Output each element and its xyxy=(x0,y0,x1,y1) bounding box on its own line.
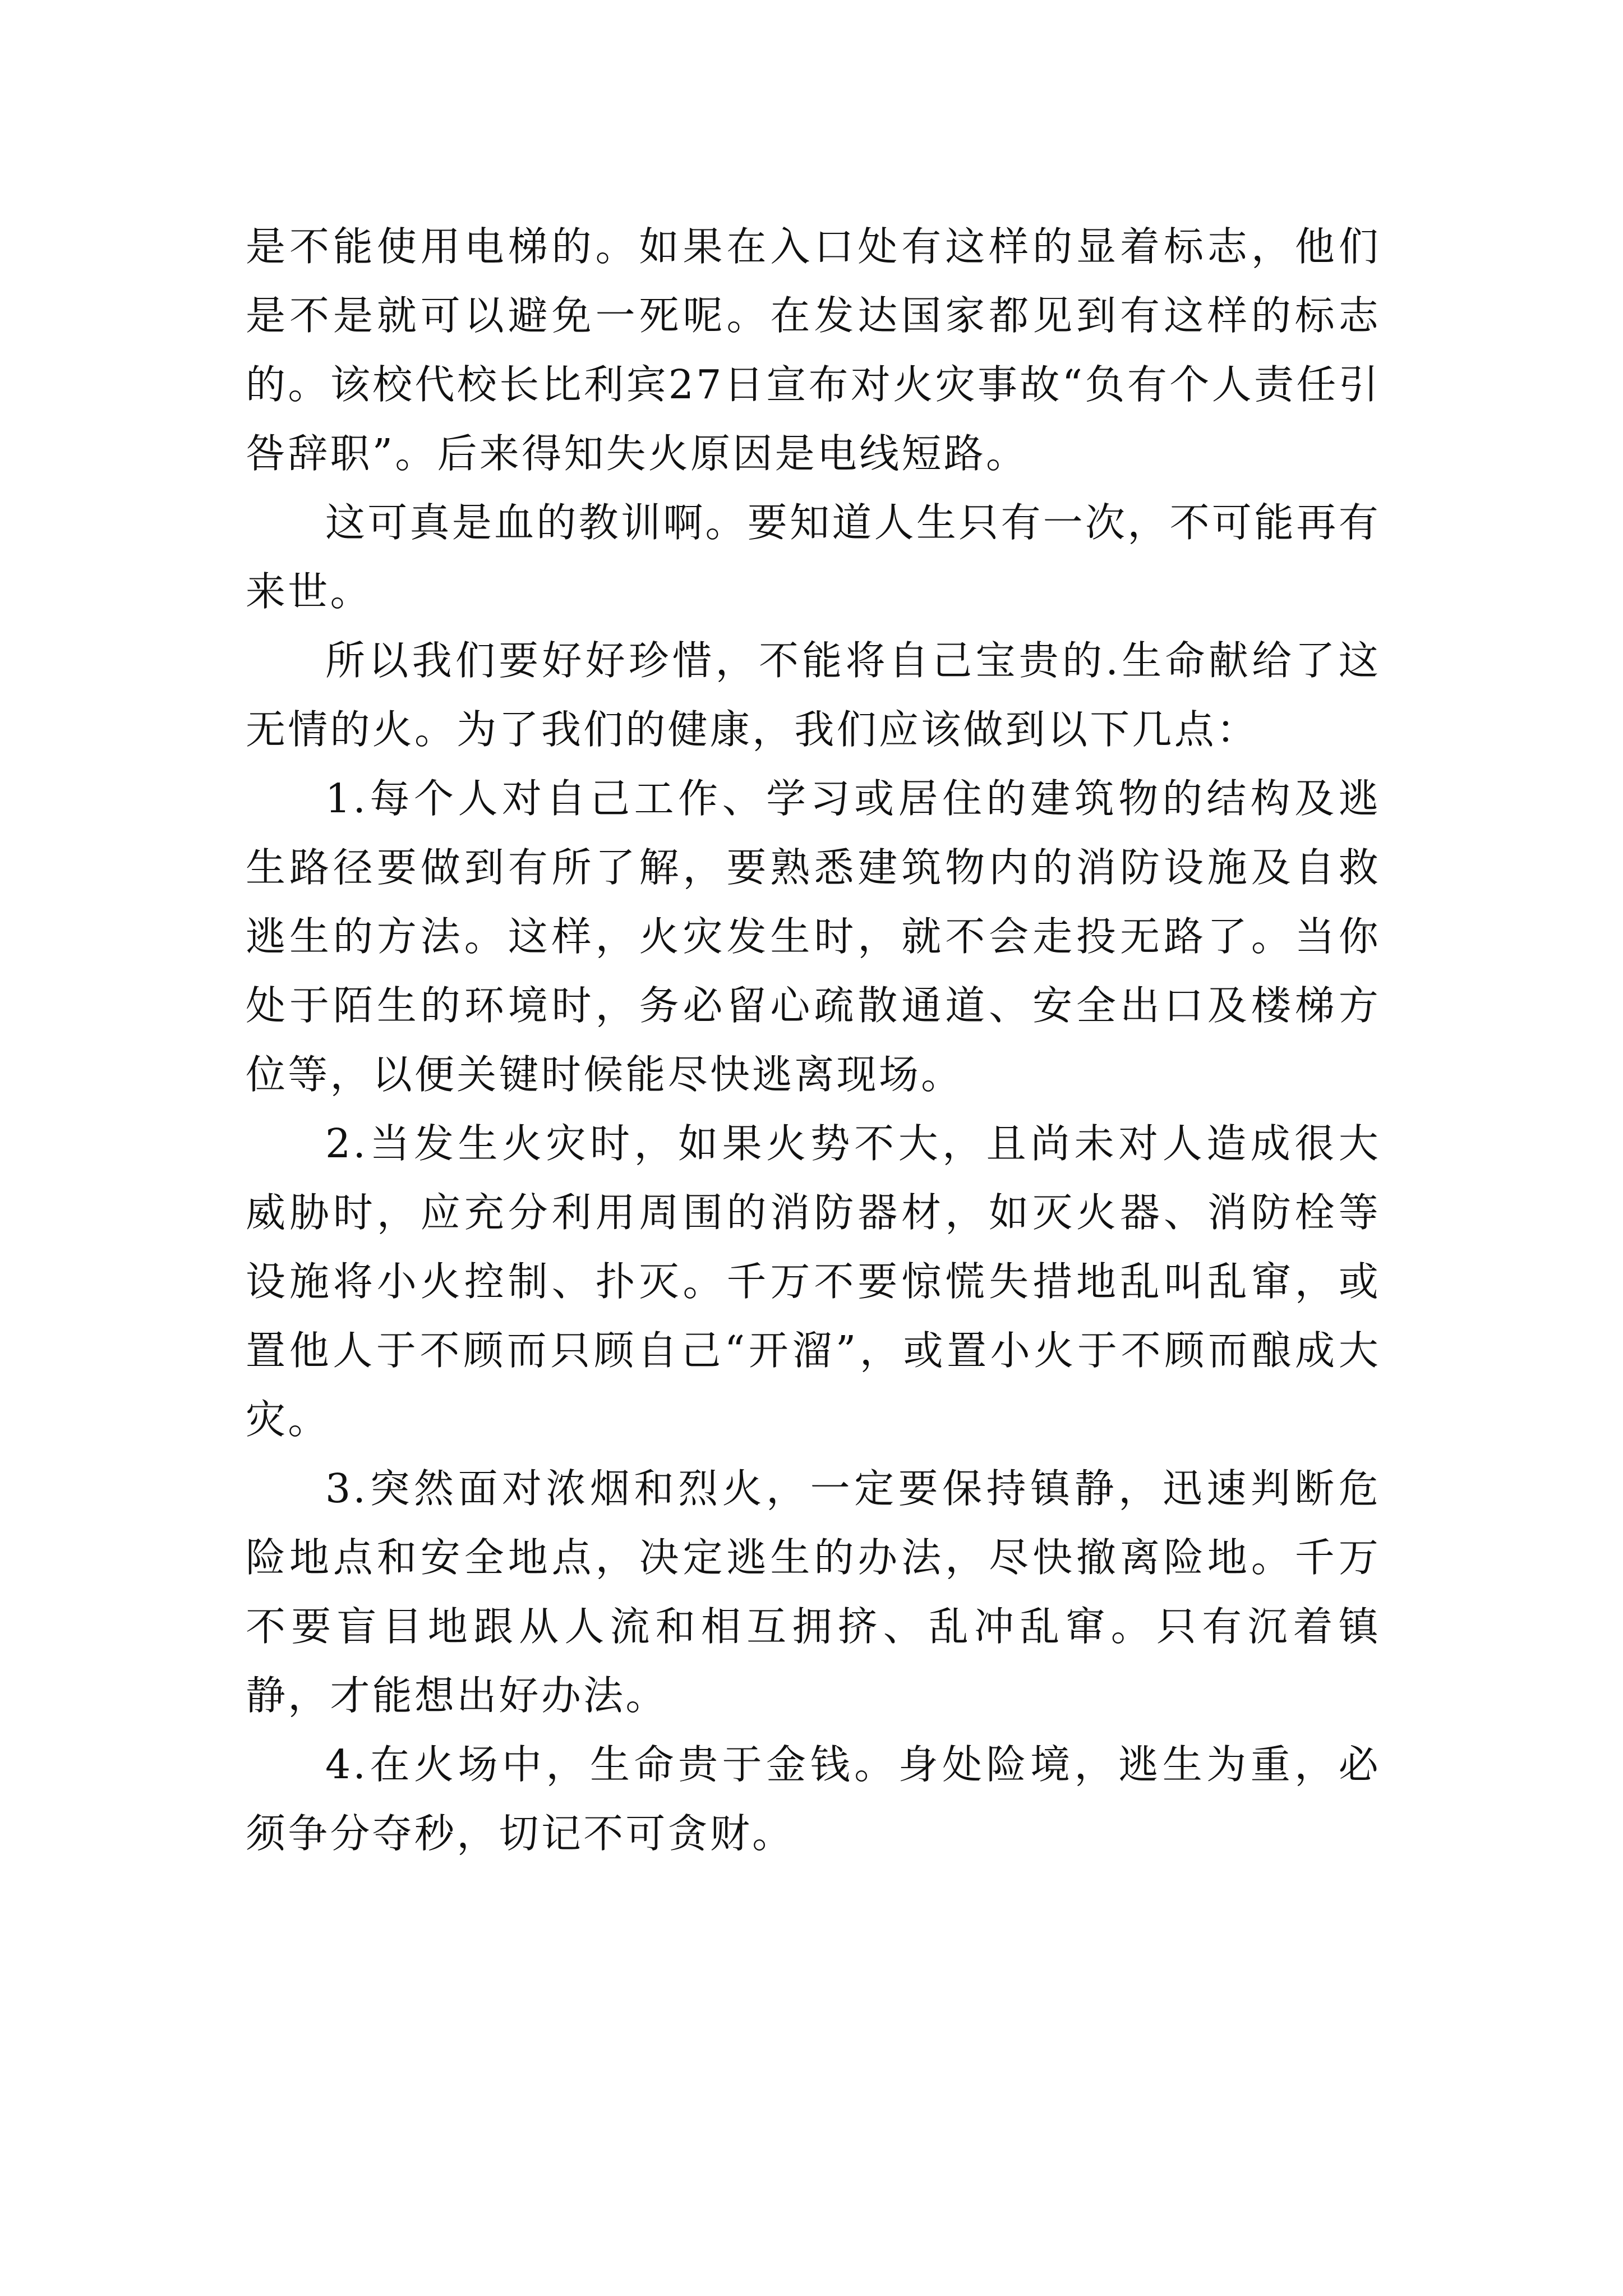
paragraph-2: 这可真是血的教训啊。要知道人生只有一次，不可能再有来世。 xyxy=(246,499,1381,615)
paragraph-3: 所以我们要好好珍惜，不能将自己宝贵的.生命献给了这无情的火。为了我们的健康，我们应该做到以下几点： xyxy=(246,637,1381,753)
paragraph-6: 3.突然面对浓烟和烈火，一定要保持镇静，迅速判断危险地点和安全地点，决定逃生的办法，尽快撤离险地。千万不要盲目地跟从人流和相互拥挤、乱冲乱窜。只有沉着镇静，才能想出好办法。 xyxy=(246,1465,1381,1719)
paragraph-7: 4.在火场中，生命贵于金钱。身处险境，逃生为重，必须争分夺秒，切记不可贪财。 xyxy=(246,1741,1381,1857)
paragraph-1: 是不能使用电梯的。如果在入口处有这样的显着标志，他们是不是就可以避免一死呢。在发达国家都见到有这样的标志的。该校代校长比利宾27日宣布对火灾事故“负有个人责任引咎辞职”。后来得知失火原因是电线短路。 xyxy=(246,223,1381,477)
document-body xyxy=(246,212,1381,1868)
paragraph-5: 2.当发生火灾时，如果火势不大，且尚未对人造成很大威胁时，应充分利用周围的消防器材，如灭火器、消防栓等设施将小火控制、扑灭。千万不要惊慌失措地乱叫乱窜，或置他人于不顾而只顾自己“开溜”，或置小火于不顾而酿成大灾。 xyxy=(246,1120,1381,1443)
paragraph-4: 1.每个人对自己工作、学习或居住的建筑物的结构及逃生路径要做到有所了解，要熟悉建筑物内的消防设施及自救逃生的方法。这样，火灾发生时，就不会走投无路了。当你处于陌生的环境时，务必留心疏散通道、安全出口及楼梯方位等，以便关键时候能尽快逃离现场。 xyxy=(246,775,1381,1098)
